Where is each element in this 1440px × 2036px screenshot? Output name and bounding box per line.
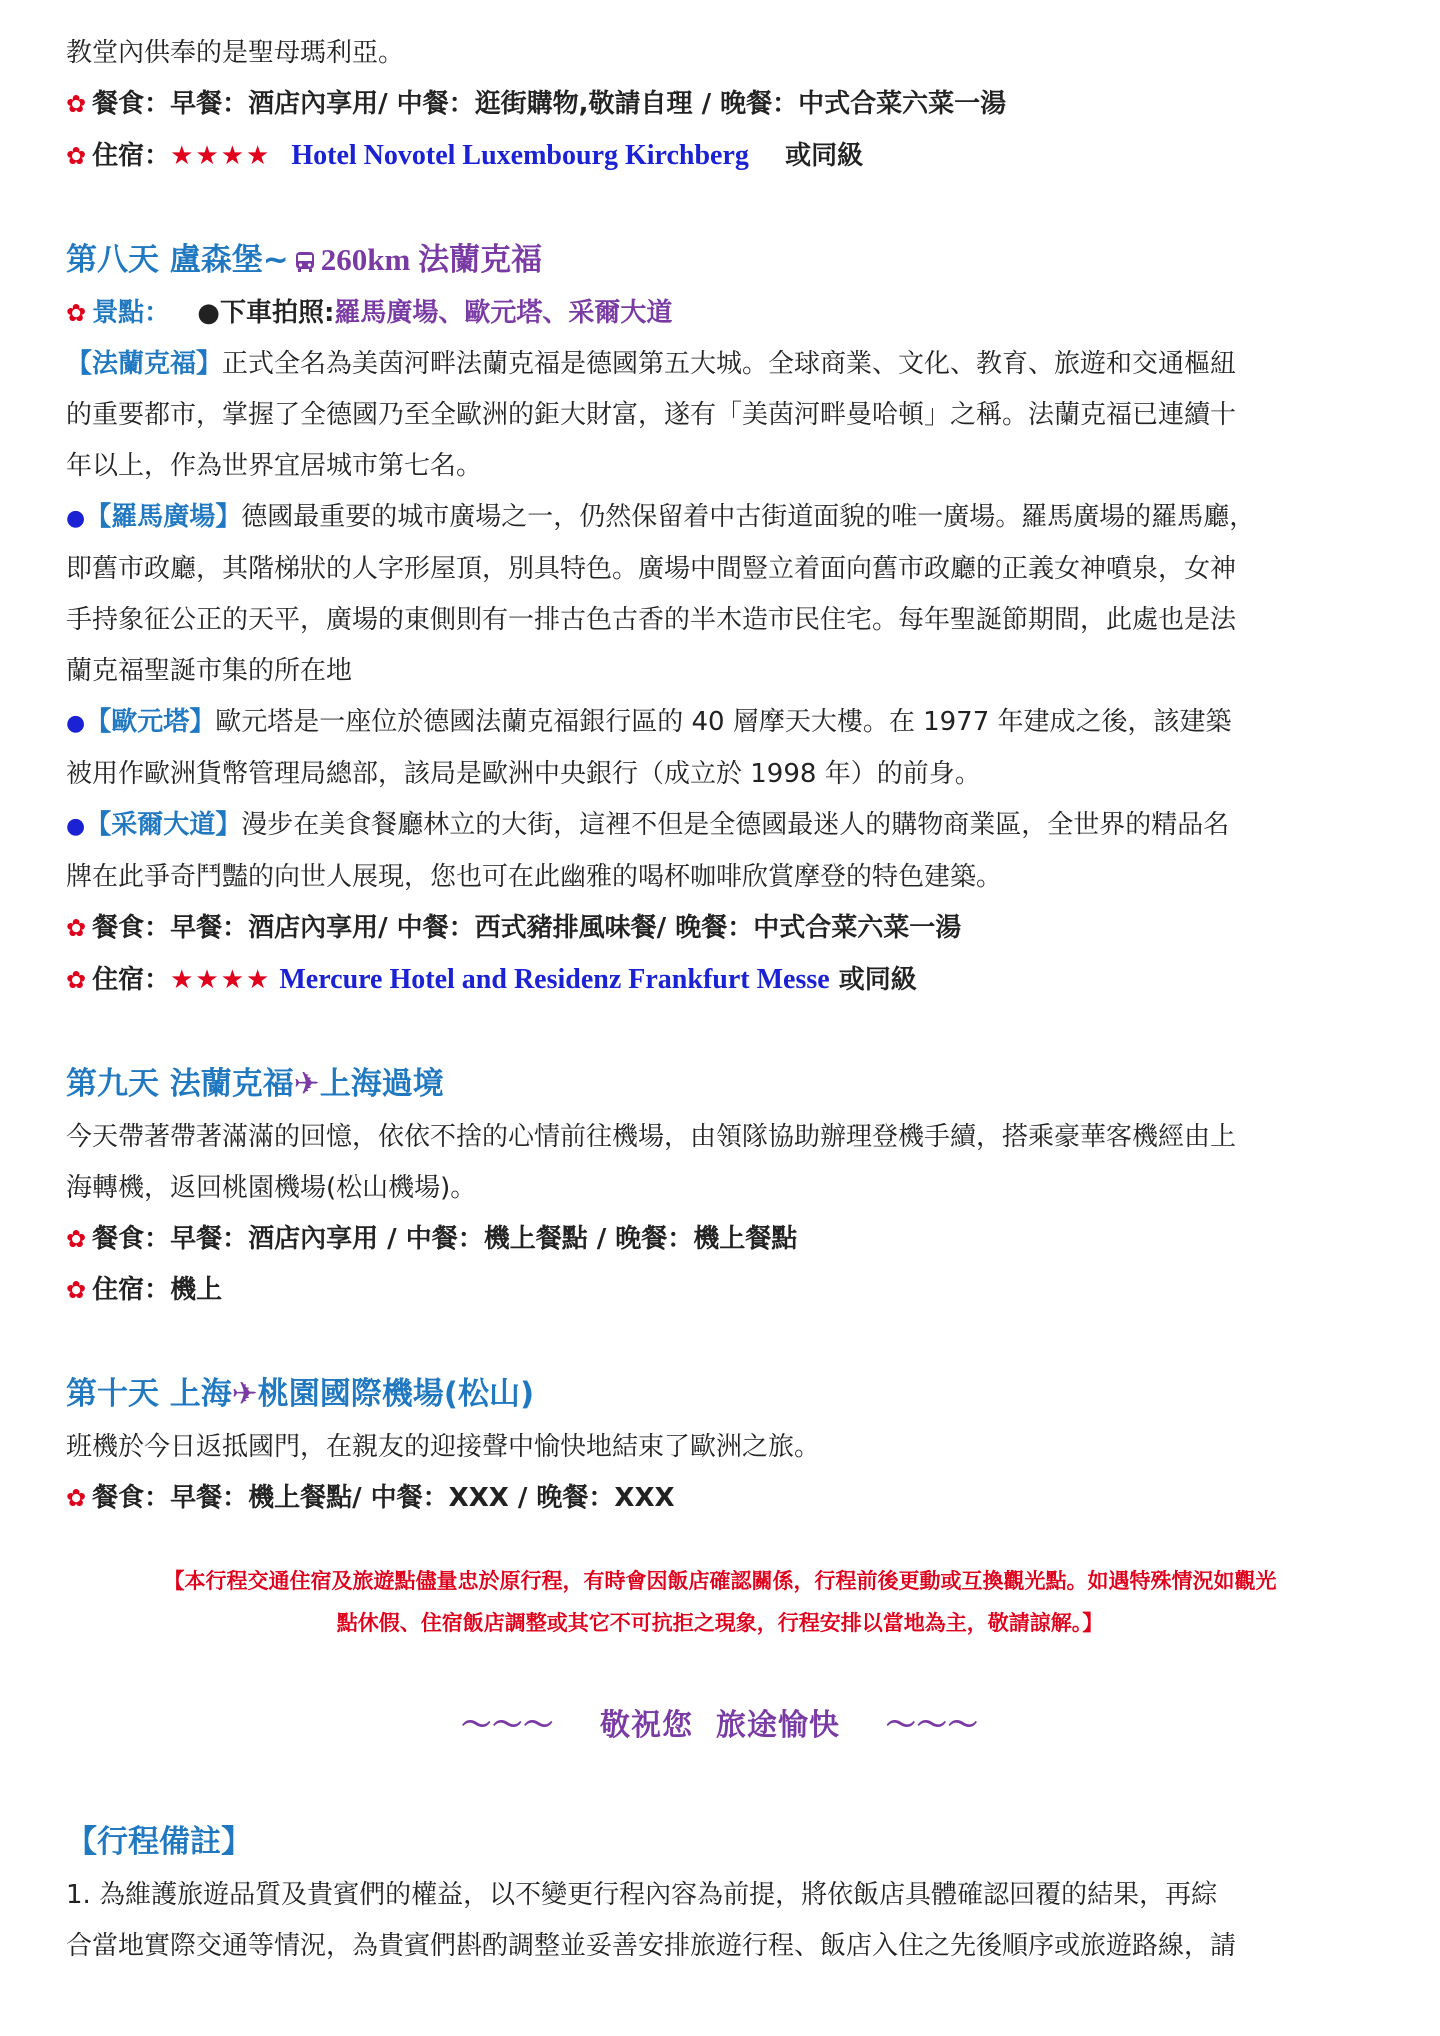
roman-square-paragraph: ●【羅馬廣場】德國最重要的城市廣場之一，仍然保留着中古街道面貌的唯一廣場。羅馬廣場的羅馬廳， 即舊市政廳，其階梯狀的人字形屋頂，別具特色。廣場中間豎立着面向舊市政廳的正義女神噴泉，女神 手持象征公正的天平，廣場的東側則有一排古色古香的半木造市民住宅。每年聖誕節期間，此處也是法 蘭克福聖誕市集的所在地 [66, 502, 1256, 686]
spacer [66, 1006, 1374, 1056]
bullet-icon: ● [66, 506, 86, 531]
plane-icon: ✈ [293, 1066, 320, 1102]
day9-meals: ✿ 餐食：早餐：酒店內享用 / 中餐：機上餐點 / 晚餐：機上餐點 [66, 1224, 798, 1254]
day7-meals: ✿ 餐食：早餐：酒店內享用/ 中餐：逛街購物,敬請自理 / 晚餐：中式合菜六菜一湯 [66, 89, 1007, 119]
spacer [66, 1316, 1374, 1366]
day10-paragraph: 班機於今日返抵國門，在親友的迎接聲中愉快地結束了歐洲之旅。 [66, 1432, 821, 1462]
farewell-wish: ～～～ 敬祝您 旅途愉快 ～～～ [461, 1708, 979, 1743]
bullet-icon: ● [66, 711, 86, 736]
day9-paragraph: 今天帶著帶著滿滿的回憶，依依不捨的心情前往機場，由領隊協助辦理登機手續，搭乘豪華客機經由上 海轉機，返回桃園機場(松山機場)。 [66, 1122, 1237, 1203]
flower-icon: ✿ [66, 299, 87, 327]
bus-icon [293, 250, 317, 274]
spacer [66, 182, 1374, 232]
flower-icon: ✿ [66, 914, 87, 942]
euro-tower-paragraph: ●【歐元塔】歐元塔是一座位於德國法蘭克福銀行區的 40 層摩天大樓。在 1977 年建成之後，該建築 被用作歐洲貨幣管理局總部，該局是歐洲中央銀行（成立於 1998 年）的前身。 [66, 707, 1232, 789]
day8-lodging: ✿ 住宿：★★★★ Mercure Hotel and Residenz Frankfurt Messe 或同級 [66, 964, 917, 995]
or-same-level: 或同級 [785, 141, 864, 171]
hotel-name: Mercure Hotel and Residenz Frankfurt Messe [279, 964, 830, 995]
euro-tower-tag: 【歐元塔】 [85, 707, 216, 737]
remark-1: 1. 為維護旅遊品質及貴賓們的權益，以不變更行程內容為前提，將依飯店具體確認回覆的結果，再綜 合當地實際交通等情況，為貴賓們斟酌調整並妥善安排旅遊行程、飯店入住之先後順序或旅遊路線，請 [66, 1880, 1237, 1961]
day10-meals: ✿ 餐食：早餐：機上餐點/ 中餐：XXX / 晚餐：XXX [66, 1483, 675, 1513]
day9-title: 第九天 法蘭克福✈上海過境 [66, 1066, 444, 1102]
spot-list: 羅馬廣場、歐元塔、采爾大道 [334, 298, 673, 328]
flower-icon: ✿ [66, 1484, 87, 1512]
bullet-icon: ● [66, 814, 86, 839]
frankfurt-tag: 【法蘭克福】 [66, 349, 223, 379]
star-rating: ★★★★ [170, 141, 272, 171]
roman-square-tag: 【羅馬廣場】 [85, 502, 242, 532]
day8-title: 第八天 盧森堡~ 260km 法蘭克福 [66, 242, 543, 278]
itinerary-notice: 【本行程交通住宿及旅遊點儘量忠於原行程，有時會因飯店確認關係，行程前後更動或互換觀光點。如遇特殊情況如觀光 點休假、住宿飯店調整或其它不可抗拒之現象，行程安排以當地為主，敬請諒解。】 [163, 1569, 1277, 1635]
remarks-title: 【行程備註】 [66, 1824, 252, 1860]
zeil-paragraph: ●【采爾大道】漫步在美食餐廳林立的大街，這裡不但是全德國最迷人的購物商業區，全世界的精品名 牌在此爭奇鬥豔的向世人展現，您也可在此幽雅的喝杯咖啡欣賞摩登的特色建築。 [66, 810, 1230, 892]
flower-icon: ✿ [66, 1225, 87, 1253]
day10-title: 第十天 上海✈桃園國際機場(松山) [66, 1376, 535, 1412]
spacer [66, 1744, 1374, 1814]
day8-spots: ✿ 景點： ●下車拍照:羅馬廣場、歐元塔、采爾大道 [66, 298, 673, 328]
plane-icon: ✈ [231, 1376, 258, 1412]
flower-icon: ✿ [66, 90, 87, 118]
frankfurt-paragraph: 【法蘭克福】正式全名為美茵河畔法蘭克福是德國第五大城。全球商業、文化、教育、旅遊和交通樞紐 的重要都市，掌握了全德國乃至全歐洲的鉅大財富，遂有「美茵河畔曼哈頓」之稱。法蘭克福已連續十 年以上，作為世界宜居城市第七名。 [66, 349, 1237, 481]
flower-icon: ✿ [66, 1276, 87, 1304]
or-same-level: 或同級 [838, 965, 917, 995]
spacer [66, 1644, 1374, 1700]
star-rating: ★★★★ [170, 965, 272, 995]
intro-line: 教堂內供奉的是聖母瑪利亞。 [66, 38, 405, 68]
day9-lodging: ✿ 住宿：機上 [66, 1275, 223, 1305]
spacer [66, 1524, 1374, 1560]
zeil-tag: 【采爾大道】 [85, 810, 242, 840]
flower-icon: ✿ [66, 966, 87, 994]
day7-lodging: ✿ 住宿：★★★★ Hotel Novotel Luxembourg Kirchberg 或同級 [66, 140, 864, 171]
day8-meals: ✿ 餐食：早餐：酒店內享用/ 中餐：西式豬排風味餐/ 晚餐：中式合菜六菜一湯 [66, 913, 962, 943]
flower-icon: ✿ [66, 142, 87, 170]
hotel-name: Hotel Novotel Luxembourg Kirchberg [291, 140, 749, 171]
